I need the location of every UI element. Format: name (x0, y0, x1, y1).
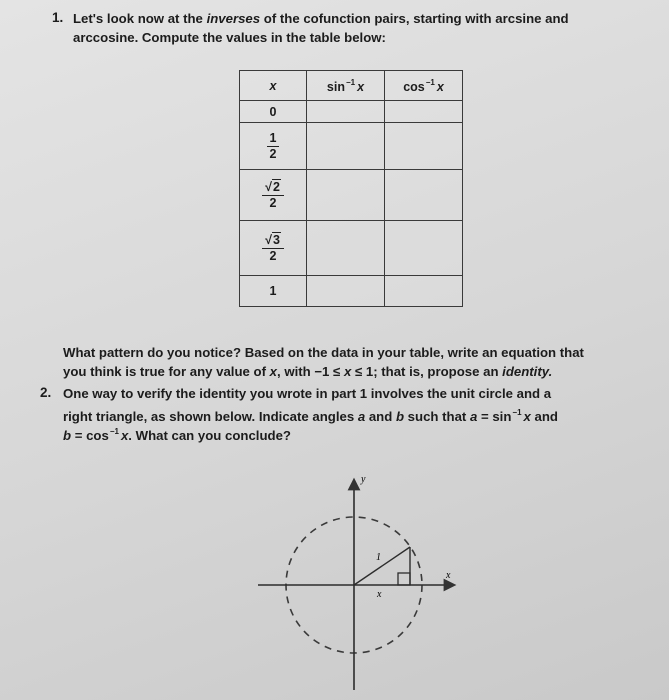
table-row (240, 221, 463, 276)
arccos-cell (385, 170, 463, 221)
problem-2-line-3: $b = \cos^{-1} x$. What can you conclude? (63, 427, 291, 443)
arccos-cell (385, 276, 463, 307)
values-table (239, 70, 463, 307)
pattern-question-line-2: you think is true for any value of x, with −1 ≤ x ≤ 1; that is, propose an identity. (63, 364, 553, 379)
problem-1-line-2: arccosine. Compute the values in the table below: (73, 30, 386, 45)
table-row (240, 170, 463, 221)
x-value-half: $\frac{1}{2}$ (240, 123, 307, 170)
arcsin-cell (307, 221, 385, 276)
problem-2-line-2: right triangle, as shown below. Indicate angles a and b such that $a = \sin^{-1} x$ and (63, 408, 558, 424)
table-row (240, 123, 463, 170)
arcsin-cell (307, 170, 385, 221)
x-axis-label: x (446, 570, 451, 581)
arcsin-cell (307, 101, 385, 123)
header-arcsin: $\sin^{-1} x$ (307, 71, 385, 101)
table-header-row (240, 71, 463, 101)
x-value-root2-over-2: $\frac{√2}{2}$ (240, 170, 307, 221)
arccos-cell (385, 221, 463, 276)
arccos-cell (385, 123, 463, 170)
right-angle-marker (398, 573, 410, 585)
pattern-question-line-1: What pattern do you notice? Based on the data in your table, write an equation that (63, 345, 584, 360)
problem-1-number: 1. (52, 10, 64, 25)
hypotenuse (354, 547, 410, 585)
x-value-1: 1 (240, 276, 307, 307)
problem-1-line-1: Let's look now at the inverses of the cofunction pairs, starting with arcsine and (73, 11, 569, 26)
problem-2-line-1: One way to verify the identity you wrote in part 1 involves the unit circle and a (63, 386, 552, 401)
arcsin-cell (307, 123, 385, 170)
arccos-cell (385, 101, 463, 123)
header-x: x (240, 71, 307, 101)
arcsin-cell (307, 276, 385, 307)
x-value-root3-over-2: $\frac{√3}{2}$ (240, 221, 307, 276)
table-row (240, 276, 463, 307)
header-arccos: $\cos^{-1} x$ (385, 71, 463, 101)
problem-2-number: 2. (40, 385, 52, 400)
unit-circle-figure (240, 470, 480, 695)
hypotenuse-label: 1 (376, 552, 381, 563)
table-row (240, 101, 463, 123)
x-value-0: 0 (240, 101, 307, 123)
leg-x-label: x (377, 589, 382, 600)
y-axis-label: y (361, 474, 366, 485)
